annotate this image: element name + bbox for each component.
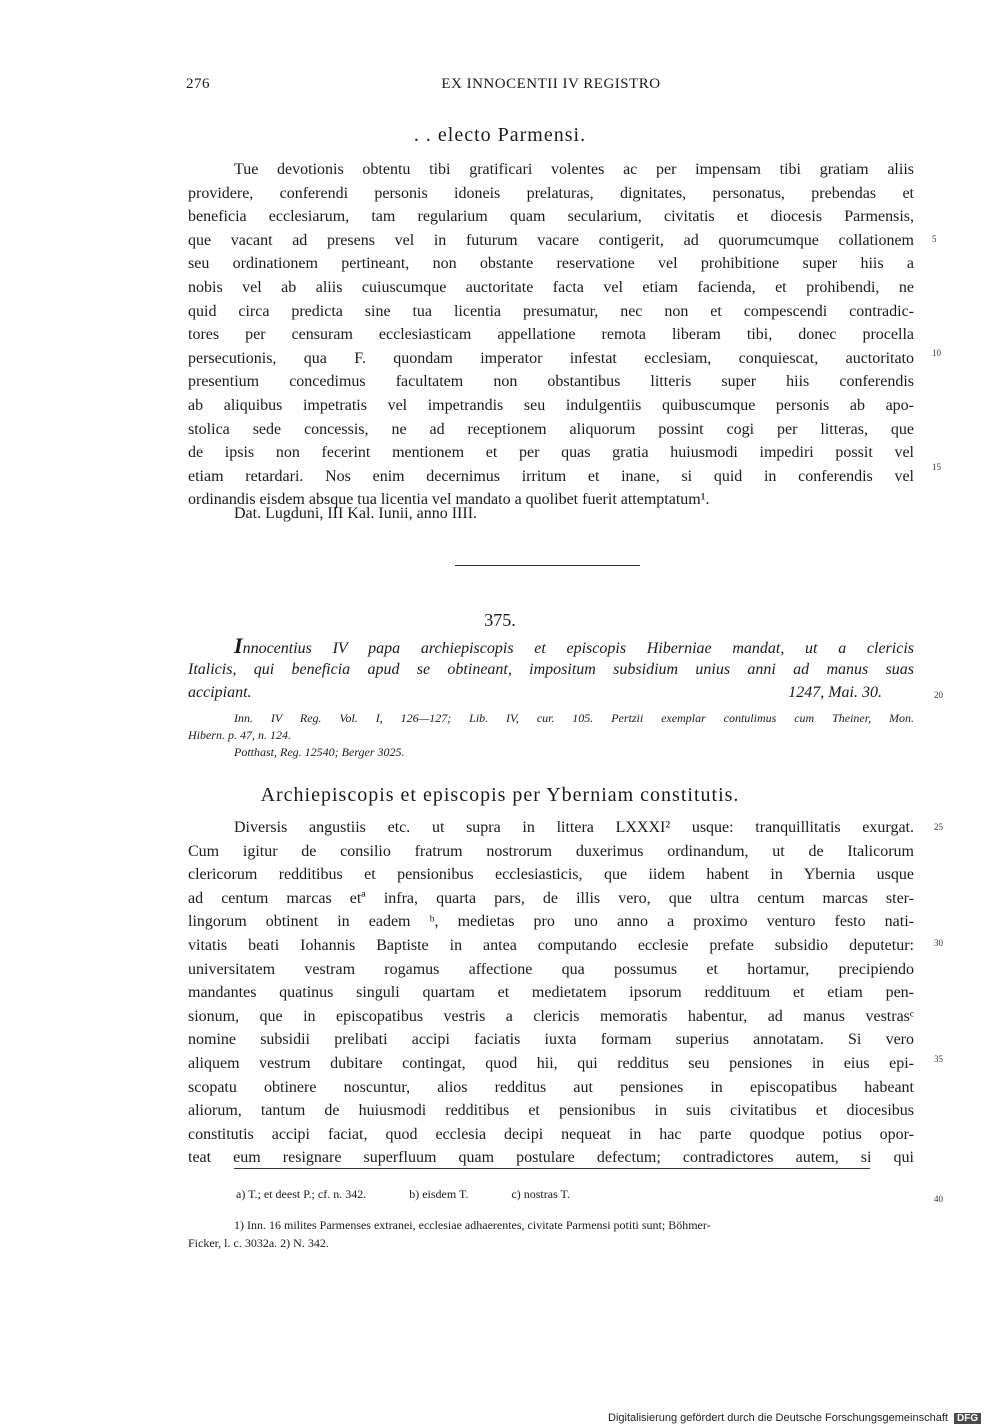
footnote-line: 1) Inn. 16 milites Parmenses extranei, ecclesiae adhaerentes, civitate Parmensi potiti sunt; Böhmer- — [234, 1218, 711, 1232]
letter1-addressee: . . electo Parmensi. — [413, 124, 587, 146]
variant-note: a) T.; et deest P.; cf. n. 342. — [236, 1187, 367, 1201]
text-line: nomine subsidii prelibati accipi faciatis iuxta formam superius annotatam. Si vero — [188, 1031, 914, 1049]
regest-initial: I — [234, 633, 243, 658]
text-line: ad centum marcas etª infra, quarta pars, de illis vero, que ultra centum marcas ster- — [188, 889, 914, 907]
text-line: quid circa predicta sine tua licentia presumatur, nec non et compescendi contradic- — [188, 302, 914, 320]
margin-line-number: 40 — [934, 1194, 943, 1204]
text-line: ordinandis eisdem absque tua licentia vel mandato a quolibet fuerit attemptatum¹. — [188, 491, 710, 509]
text-line: scopatu obtinere noscuntur, alios redditus aut pensiones in episcopatibus habeant — [188, 1078, 914, 1096]
footnote-divider — [234, 1168, 870, 1169]
running-title: EX INNOCENTII IV REGISTRO — [441, 76, 661, 92]
letter1-dating: Dat. Lugduni, III Kal. Iunii, anno IIII. — [234, 505, 478, 522]
text-line: Cum igitur de consilio fratrum nostrorum duxerimus ordinandum, ut de Italicorum — [188, 842, 914, 860]
text-line: beneficia ecclesiarum, tam regularium quam secularium, civitatis et diocesis Parmensis, — [188, 208, 914, 226]
text-line: lingorum obtinent in eadem ᵇ, medietas pro uno anno a proximo venturo festo nati- — [188, 913, 914, 931]
variant-note: c) nostras T. — [511, 1187, 570, 1201]
margin-line-number: 15 — [932, 462, 941, 472]
letter1-body — [188, 158, 914, 512]
text-line: vitatis beati Iohannis Baptiste in antea computando ecclesie prefate subsidio deputetur: — [188, 936, 914, 954]
regest — [188, 634, 914, 705]
text-line: aliorum, tantum de huiusmodi redditibus et pensionibus in suis civitatibus et diocesibus — [188, 1102, 914, 1120]
text-line: ab aliquibus impetratis vel impetrandis seu indulgentiis quibuscumque personis ab apo- — [188, 396, 914, 414]
text-line: nobis vel ab aliis cuiuscumque auctoritate facta vel etiam facienda, et prohibendi, ne — [188, 278, 914, 296]
text-line: stolica sede concessis, ne ad receptionem aliquorum possint cogi per litteras, que — [188, 420, 914, 438]
text-line: Tue devotionis obtentu tibi gratificari volentes ac per impensam tibi gratiam aliis — [234, 161, 914, 178]
source-line: Hibern. p. 47, n. 124. — [188, 728, 291, 742]
dfg-logo: DFG — [954, 1413, 981, 1424]
text-line: sionum, que in episcopatibus vestris a clericis memoratis habentur, ad manus vestrasᶜ — [188, 1007, 914, 1025]
margin-line-number: 5 — [932, 234, 937, 244]
page-number: 276 — [186, 76, 210, 92]
dfg-credit — [608, 1412, 981, 1424]
text-line: clericorum redditibus et pensionibus ecclesiasticis, que iidem habent in Ybernia usque — [188, 866, 914, 884]
dfg-credit-text: Digitalisierung gefördert durch die Deutsche Forschungsgemeinschaft — [608, 1412, 948, 1424]
letter2-body — [188, 816, 914, 1170]
running-head — [186, 76, 916, 98]
regest-line: Italicis, qui beneficia apud se obtineant, impositum subsidium unius anni ad manus suas — [188, 660, 914, 678]
commentary-footnotes — [188, 1216, 914, 1252]
variant-note: b) eisdem T. — [409, 1187, 469, 1201]
text-line: etiam retardari. Nos enim decernimus irritum et inane, si quid in conferendis vel — [188, 467, 914, 485]
letter2-addressee: Archiepiscopis et episcopis per Yberniam constitutis. — [260, 784, 740, 806]
text-line: presentium concedimus facultatem non obstantibus litteris super hiis conferendis — [188, 373, 914, 391]
regest-line: Innocentius IV papa archiepiscopis et episcopis Hiberniae mandat, ut a clericis — [234, 633, 914, 658]
regest-date: 1247, Mai. 30. — [788, 684, 882, 702]
footnote-line: Ficker, l. c. 3032a. 2) N. 342. — [188, 1236, 329, 1250]
text-line: Diversis angustiis etc. ut supra in littera LXXXI² usque: tranquillitatis exurgat. — [234, 819, 914, 836]
margin-line-number: 25 — [934, 822, 943, 832]
regest-line: accipiant. 1247, Mai. 30. — [188, 681, 914, 705]
section-divider — [455, 565, 640, 566]
margin-line-number: 35 — [934, 1054, 943, 1064]
text-line: seu ordinationem pertineant, non obstante reservatione vel prohibitione super hiis a — [188, 255, 914, 273]
text-line: constitutis accipi faciat, quod ecclesia decipi nequeat in hac parte quodque potius opor- — [188, 1125, 914, 1143]
text-line: aliquem vestrum dubitare contingat, quod hii, qui redditus seu pensiones in eius epi- — [188, 1054, 914, 1072]
text-line: que vacant ad presens vel in futurum vacare contigerit, ad quorumcumque collationem — [188, 231, 914, 249]
text-line: de ipsis non fecerint mentionem et per quas gratia huiusmodi impediri possit vel — [188, 444, 914, 462]
margin-line-number: 10 — [932, 348, 941, 358]
source-line: Inn. IV Reg. Vol. I, 126—127; Lib. IV, cur. 105. Pertzii exemplar contulimus cum Theiner, Mon. — [234, 711, 914, 725]
variant-footnotes — [236, 1187, 610, 1202]
document-number: 375. — [484, 610, 516, 630]
source-line: Potthast, Reg. 12540; Berger 3025. — [234, 745, 405, 759]
text-line: providere, conferendi personis idoneis prelaturas, dignitates, personatus, prebendas et — [188, 184, 914, 202]
text-line: universitatem vestram rogamus affectione qua possumus et hortamur, precipiendo — [188, 960, 914, 978]
source-apparatus — [188, 710, 914, 761]
text-line: mandantes quatinus singuli quartam et medietatem ipsorum reddituum et etiam pen- — [188, 984, 914, 1002]
margin-line-number: 30 — [934, 938, 943, 948]
text-line: tores per censuram ecclesiasticam appellatione remota liberam tibi, donec procella — [188, 326, 914, 344]
text-line: persecutionis, qua F. quondam imperator infestat ecclesiam, conquiescat, auctoritato — [188, 349, 914, 367]
margin-line-number: 20 — [934, 690, 943, 700]
text-line: teat eum resignare superfluum quam postulare defectum; contradictores autem, si qui — [188, 1149, 914, 1167]
